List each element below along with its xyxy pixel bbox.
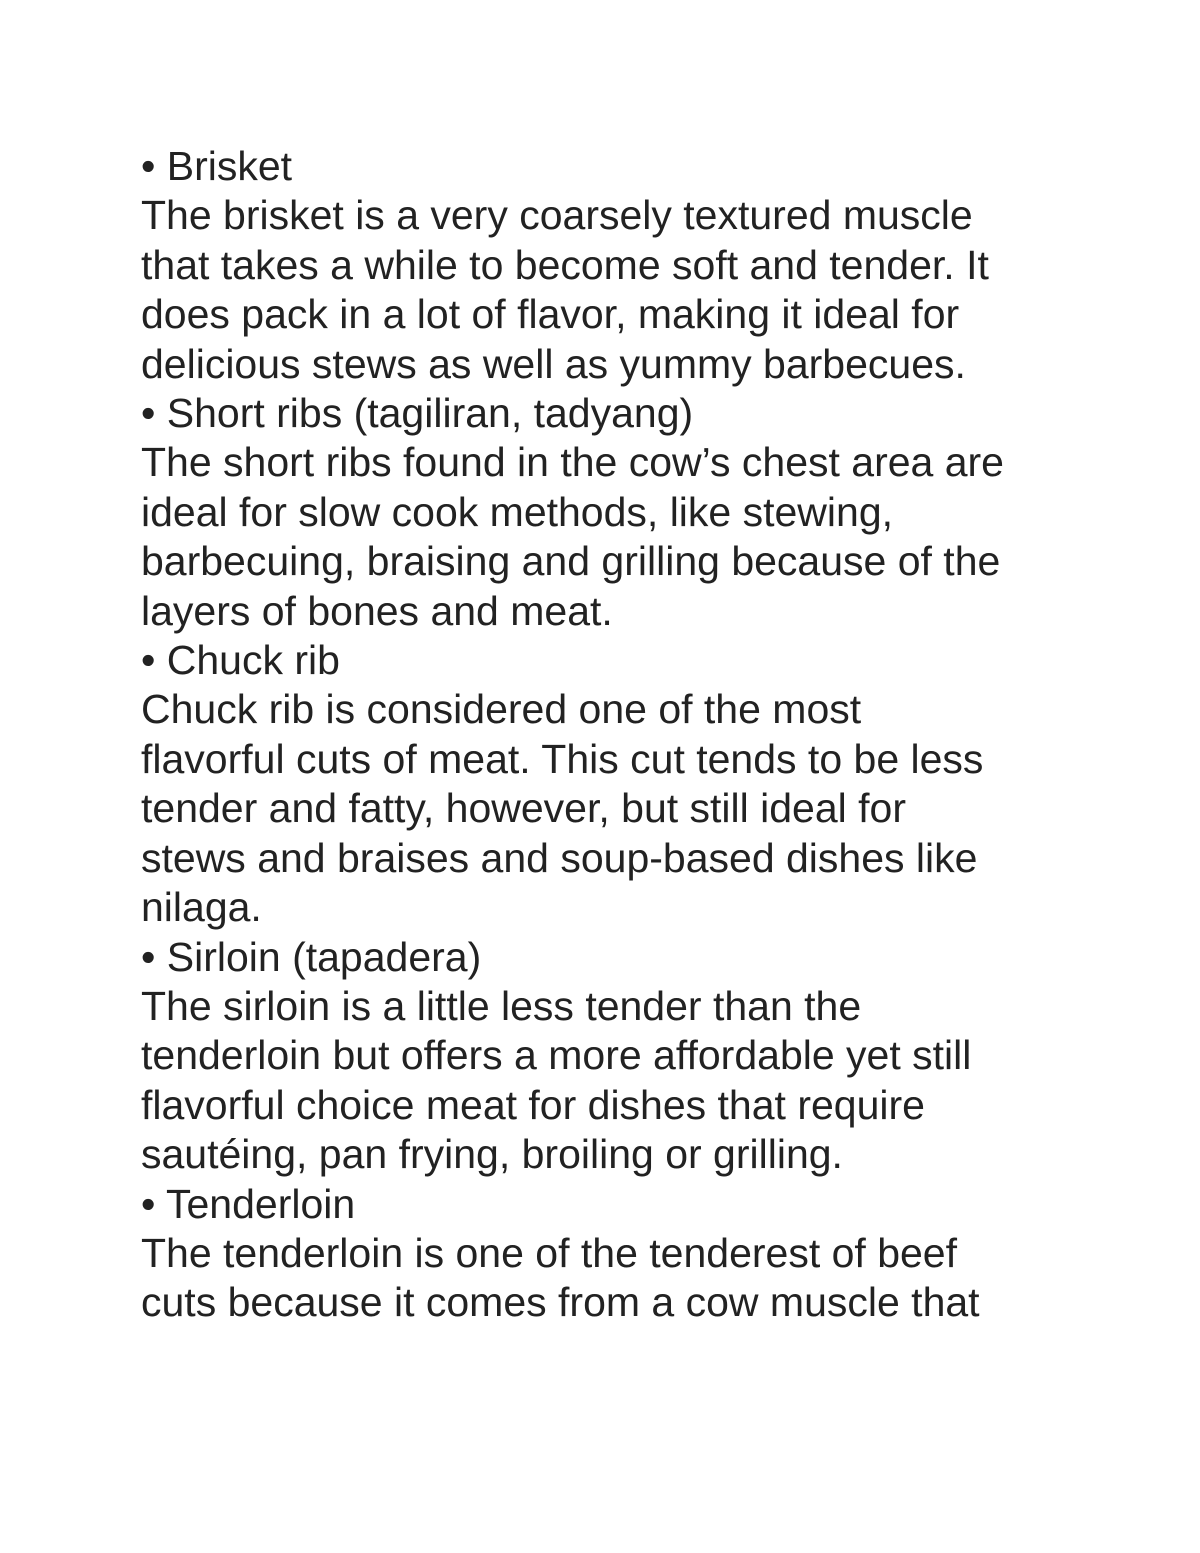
section-heading: • Brisket [141,143,293,189]
body-line: that takes a while to become soft and tender. It [141,241,989,288]
body-line: does pack in a lot of flavor, making it ideal for [141,291,960,338]
page-body [141,142,1081,1328]
body-line: cuts because it comes from a cow muscle that [141,1279,980,1326]
body-line: The brisket is a very coarsely textured muscle [141,192,973,239]
body-line: flavorful cuts of meat. This cut tends to be less [141,735,984,782]
body-line: sautéing, pan frying, broiling or grilling. [141,1131,843,1178]
body-line: delicious stews as well as yummy barbecues. [141,340,966,387]
section-chuck-rib [141,636,1081,932]
section-short-ribs [141,389,1081,636]
section-heading: • Sirloin (tapadera) [141,933,482,980]
section-heading: • Tenderloin [141,1180,356,1227]
body-line: flavorful choice meat for dishes that require [141,1081,925,1128]
body-line: The sirloin is a little less tender than the [141,982,862,1029]
body-line: Chuck rib is considered one of the most [141,686,862,733]
body-line: tender and fatty, however, but still ideal for [141,785,907,832]
body-line: tenderloin but offers a more affordable yet still [141,1032,972,1079]
body-line: The tenderloin is one of the tenderest of beef [141,1229,957,1276]
body-line: The short ribs found in the cow’s chest area are [141,439,1004,486]
body-line: layers of bones and meat. [141,587,613,634]
body-line: barbecuing, braising and grilling because of the [141,538,1001,585]
section-heading: • Short ribs (tagiliran, tadyang) [141,390,694,437]
section-heading: • Chuck rib [141,637,340,684]
section-brisket [141,142,1081,389]
body-line: nilaga. [141,884,262,931]
section-sirloin [141,933,1081,1180]
section-tenderloin [141,1180,1081,1328]
body-line: stews and braises and soup-based dishes like [141,834,978,881]
body-line: ideal for slow cook methods, like stewing, [141,488,894,535]
